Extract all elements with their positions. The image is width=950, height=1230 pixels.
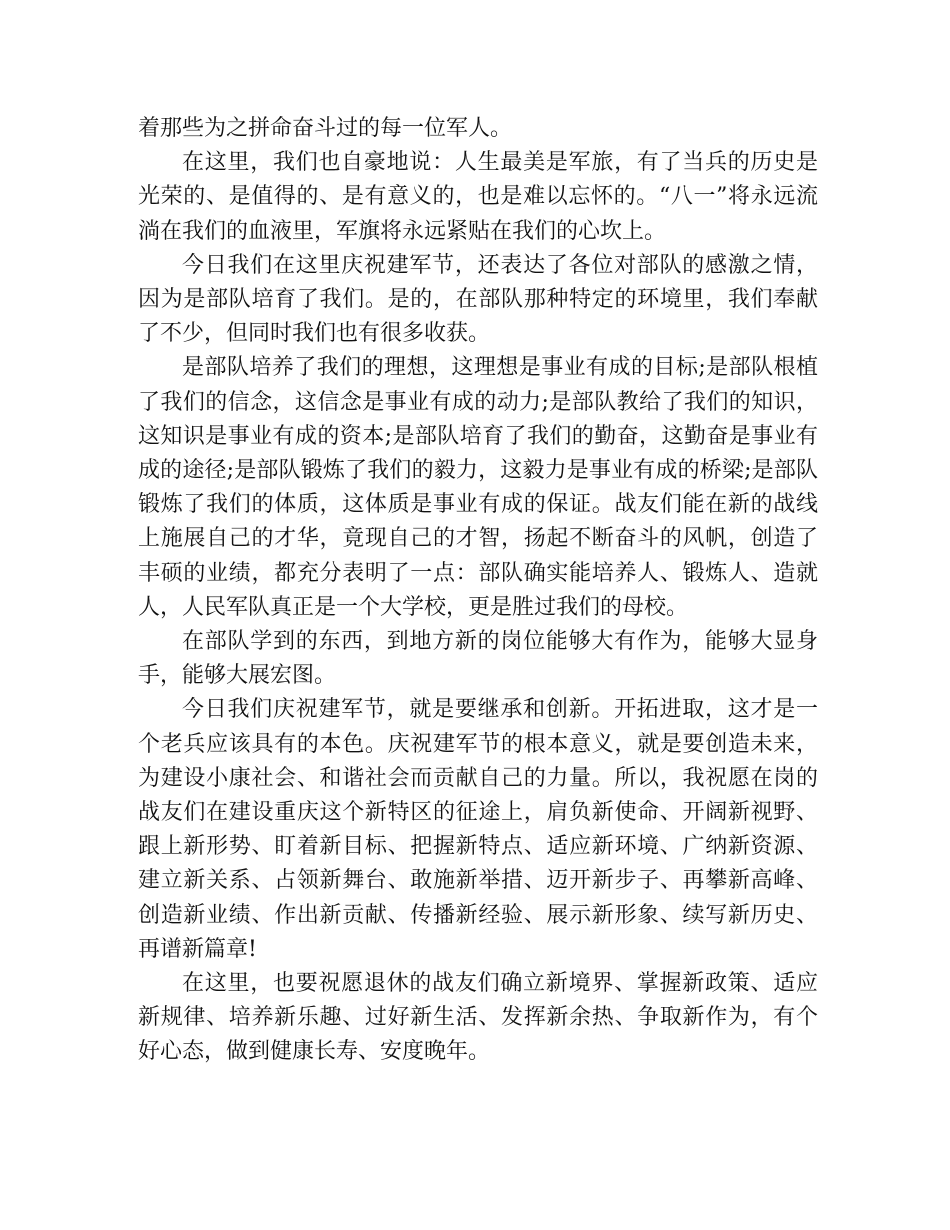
paragraph-inherit-innovate: 今日我们庆祝建军节，就是要继承和创新。开拓进取，这才是一个老兵应该具有的本色。庆祝建军节的根本意义，就是要创造未来，为建设小康社会、和谐社会而贡献自己的力量。所以，我祝愿在岗的战友们在建设重庆这个新特区的征途上，肩负新使命、开阔新视野、跟上新形势、盯着新目标、把握新特点、适应新环境、广纳新资源、建立新关系、占领新舞台、敢施新举措、迈开新步子、再攀新高峰、创造新业绩、作出新贡献、传播新经验、展示新形象、续写新历史、再谱新篇章! <box>138 697 818 962</box>
paragraph-pride-military-life: 在这里，我们也自豪地说：人生最美是军旅，有了当兵的历史是光荣的、是值得的、是有意义的，也是难以忘怀的。“八一”将永远流淌在我们的血液里，军旗将永远紧贴在我们的心坎上。 <box>138 150 818 244</box>
paragraph-new-posts: 在部队学到的东西，到地方新的岗位能够大有作为，能够大显身手，能够大展宏图。 <box>138 629 818 689</box>
paragraph-retired-wishes: 在这里，也要祝愿退休的战友们确立新境界、掌握新政策、适应新规律、培养新乐趣、过好新生活、发挥新余热、争取新作为，有个好心态，做到健康长寿、安度晚年。 <box>138 971 818 1065</box>
document-body <box>138 112 818 1070</box>
paragraph-continuation: 着那些为之拼命奋斗过的每一位军人。 <box>138 116 513 141</box>
paragraph-gratitude: 今日我们在这里庆祝建军节，还表达了各位对部队的感激之情，因为是部队培育了我们。是的，在部队那种特定的环境里，我们奉献了不少，但同时我们也有很多收获。 <box>138 252 818 347</box>
paragraph-army-cultivation: 是部队培养了我们的理想，这理想是事业有成的目标;是部队根植了我们的信念，这信念是事业有成的动力;是部队教给了我们的知识，这知识是事业有成的资本;是部队培育了我们的勤奋，这勤奋是事业有成的途径;是部队锻炼了我们的毅力，这毅力是事业有成的桥梁;是部队锻炼了我们的体质，这体质是事业有成的保证。战友们能在新的战线上施展自己的才华，竟现自己的才智，扬起不断奋斗的风帆，创造了丰硕的业绩，都充分表明了一点：部队确实能培养人、锻炼人、造就人，人民军队真正是一个大学校，更是胜过我们的母校。 <box>138 355 818 620</box>
